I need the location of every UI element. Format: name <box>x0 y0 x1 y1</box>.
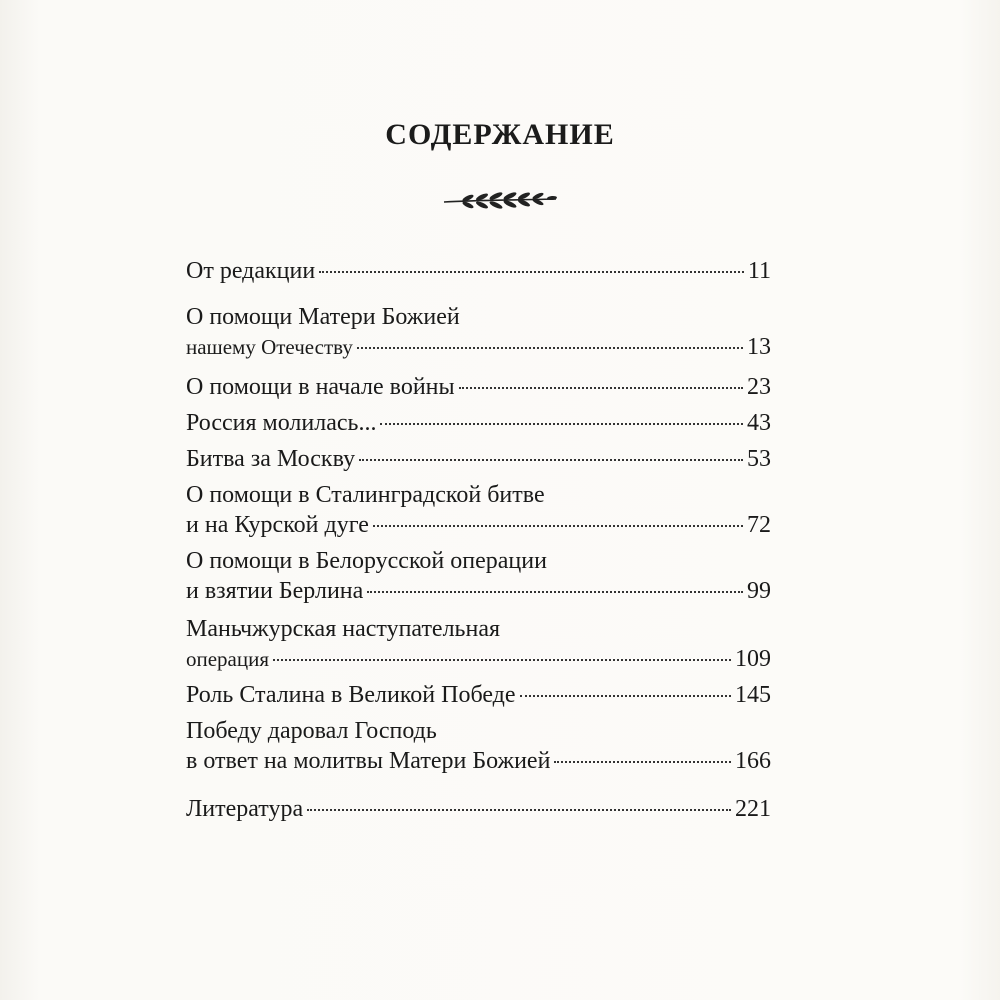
toc-row <box>186 332 771 362</box>
toc-row <box>186 372 771 402</box>
toc-entry-title: и взятии Берлина <box>186 578 364 604</box>
toc-entry-title-line: О помощи Матери Божией <box>186 304 460 330</box>
toc-page-number: 13 <box>747 334 771 360</box>
laurel-branch-icon <box>438 186 562 214</box>
toc-entry <box>186 614 771 674</box>
toc-entry <box>186 680 771 710</box>
toc-row <box>186 444 771 474</box>
toc-leader-dots <box>459 387 743 389</box>
toc-entry-title-line: Победу даровал Господь <box>186 718 437 744</box>
toc-page-number: 43 <box>747 410 771 436</box>
toc-entry-title-line: Маньчжурская наступательная <box>186 616 501 642</box>
toc-page-number: 166 <box>735 748 771 774</box>
toc-leader-dots <box>307 809 731 811</box>
toc-entry-title-line: О помощи в Белорусской операции <box>186 548 547 574</box>
toc-page-number: 72 <box>747 512 771 538</box>
toc-leader-dots <box>319 271 744 273</box>
toc-page-number: 11 <box>747 258 771 284</box>
toc-leader-dots <box>357 347 743 349</box>
page-title: СОДЕРЖАНИЕ <box>385 118 615 151</box>
toc-entry-title: операция <box>186 647 270 671</box>
toc-page-number: 109 <box>735 646 771 672</box>
toc-leader-dots <box>373 525 743 527</box>
toc-entry <box>186 794 771 824</box>
toc-entry <box>186 302 771 362</box>
toc-page-number: 53 <box>747 446 771 472</box>
toc-leader-dots <box>554 761 731 763</box>
toc-row <box>186 408 771 438</box>
toc-entry <box>186 480 771 540</box>
toc-row <box>186 510 771 540</box>
toc-entry <box>186 546 771 606</box>
toc-entry <box>186 408 771 438</box>
toc-row <box>186 576 771 606</box>
toc-entry-title: Россия молилась... <box>186 410 377 436</box>
toc-page-number: 23 <box>747 374 771 400</box>
toc-row <box>186 256 771 286</box>
toc-entry <box>186 444 771 474</box>
toc-leader-dots <box>520 695 731 697</box>
toc-entry <box>186 716 771 776</box>
toc-entry-title: в ответ на молитвы Матери Божией <box>186 748 551 774</box>
toc-entry-title: От редакции <box>186 258 316 284</box>
toc-row <box>186 680 771 710</box>
toc-entry-title-line: О помощи в Сталинградской битве <box>186 482 545 508</box>
toc-row <box>186 746 771 776</box>
toc-entry <box>186 372 771 402</box>
toc-row <box>186 644 771 674</box>
toc-page-number: 221 <box>735 796 771 822</box>
toc-page-number: 99 <box>747 578 771 604</box>
toc-leader-dots <box>273 659 731 661</box>
toc-leader-dots <box>380 423 743 425</box>
toc-entry <box>186 256 771 286</box>
toc-entry-title: Битва за Москву <box>186 446 356 472</box>
toc-leader-dots <box>367 591 743 593</box>
toc-page-number: 145 <box>735 682 771 708</box>
toc-leader-dots <box>359 459 743 461</box>
toc-entry-title: и на Курской дуге <box>186 512 369 538</box>
toc-row <box>186 794 771 824</box>
toc-entry-title: нашему Отечеству <box>186 335 353 359</box>
toc-entry-title: Литература <box>186 796 304 822</box>
toc-entry-title: Роль Сталина в Великой Победе <box>186 682 516 708</box>
toc-entry-title: О помощи в начале войны <box>186 374 455 400</box>
